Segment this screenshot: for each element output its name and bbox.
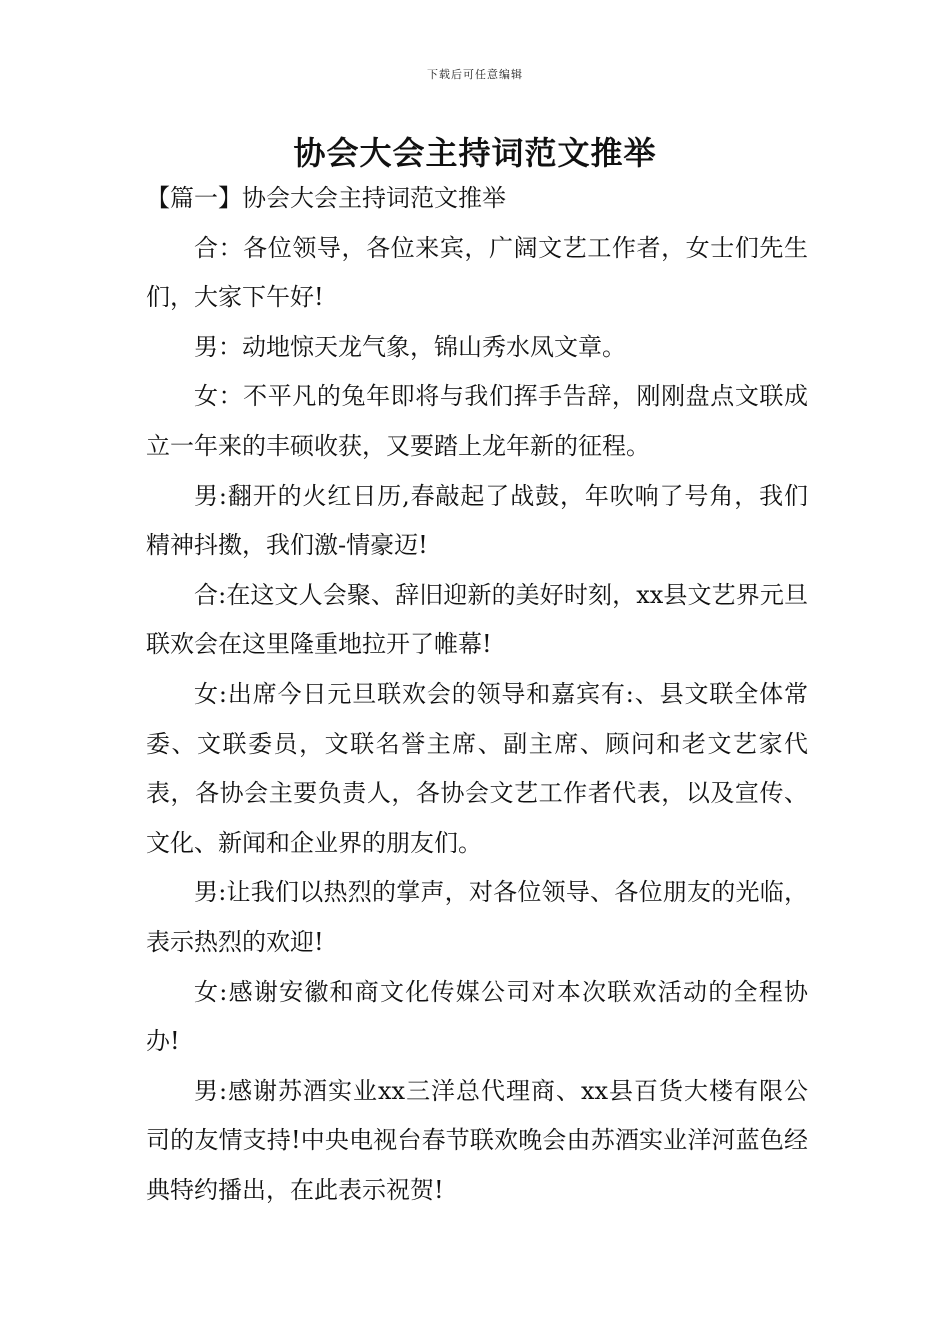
paragraph-9: 男:感谢苏酒实业xx三洋总代理商、xx县百货大楼有限公司的友情支持!中央电视台春节联欢晚会由苏酒实业洋河蓝色经典特约播出，在此表示祝贺! — [146, 1076, 808, 1204]
header-note: 下载后可任意编辑 — [427, 68, 523, 81]
paragraph-7: 男:让我们以热烈的掌声，对各位领导、各位朋友的光临，表示热烈的欢迎! — [146, 878, 808, 956]
document-body — [146, 174, 808, 1215]
paragraph-1: 合：各位领导，各位来宾，广阔文艺工作者，女士们先生们，大家下午好! — [146, 233, 808, 312]
section-heading: 【篇一】协会大会主持词范文推举 — [146, 184, 506, 212]
paragraph-8: 女:感谢安徽和商文化传媒公司对本次联欢活动的全程协办! — [146, 977, 808, 1056]
document-title: 协会大会主持词范文推举 — [293, 134, 657, 172]
paragraph-5: 合:在这文人会聚、辞旧迎新的美好时刻，xx县文艺界元旦联欢会在这里隆重地拉开了帷幕! — [146, 580, 808, 659]
paragraph-2: 男：动地惊天龙气象，锦山秀水凤文章。 — [194, 332, 626, 361]
paragraph-6: 女:出席今日元旦联欢会的领导和嘉宾有:、县文联全体常委、文联委员，文联名誉主席、副主席、顾问和老文艺家代表，各协会主要负责人，各协会文艺工作者代表，以及宣传、文化、新闻和企业界的朋友们。 — [146, 679, 808, 857]
paragraph-3: 女：不平凡的兔年即将与我们挥手告辞，刚刚盘点文联成立一年来的丰硕收获，又要踏上龙年新的征程。 — [146, 382, 808, 460]
paragraph-4: 男:翻开的火红日历,春敲起了战鼓，年吹响了号角，我们精神抖擞，我们激-情豪迈! — [146, 481, 808, 560]
